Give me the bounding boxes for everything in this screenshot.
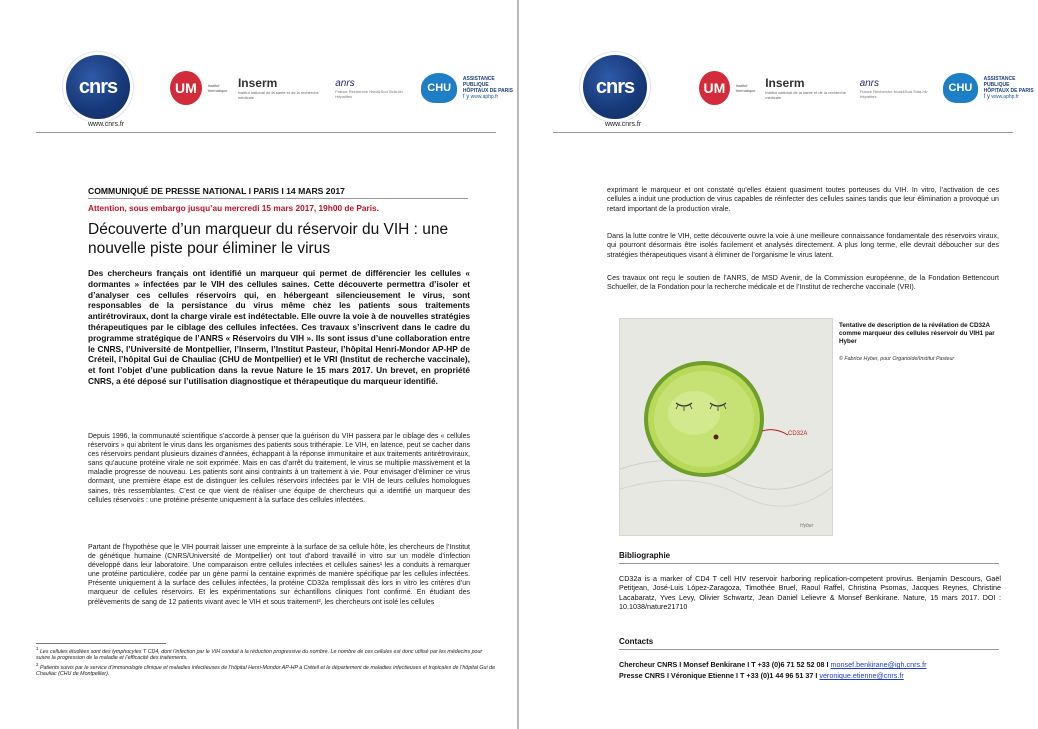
body-paragraph-funding: Ces travaux ont reçu le soutien de l’ANRS, de MSD Avenir, de la Commission européenne, de la Fondation Bettencourt Schueller, de la Fondation pour la recherche médicale et de l’Institut de recherche vaccinale (VRI). bbox=[607, 274, 999, 292]
footnote-1: $^1$ Les cellules étudiées sont des lymphocytes T CD4, dont l’infection par le VIH conduit à la réduction progressive du nombre. Le nombre de ces cellules est donc utilisé par les médecins pour suivre la progression de la maladie et l’efficacité des traitements. bbox=[36, 646, 483, 662]
cnrs-url: www.cnrs.fr bbox=[88, 121, 125, 128]
figure-caption: Tentative de description de la révélation de CD32A comme marqueur des cellules réservoir du VIH1 par Hyber bbox=[839, 322, 995, 345]
institut-thematique-label: Institut thématique bbox=[207, 83, 228, 93]
embargo-notice: Attention, sous embargo jusqu’au mercredi 15 mars 2017, 19h00 de Paris. bbox=[88, 203, 379, 213]
header-rule bbox=[36, 132, 496, 133]
artist-signature: Hyber bbox=[800, 523, 814, 529]
anrs-logo: anrs France Recherche Nord&Sud Sida-hiv Hépatites bbox=[859, 77, 928, 99]
researcher-email-link[interactable]: monsef.benkirane@igh.cnrs.fr bbox=[830, 660, 927, 669]
lead-paragraph: Des chercheurs français ont identifié un marqueur qui permet de différencier les cellules « dormantes » infectées par le VIH des cellules saines. Cette découverte permettra d’isoler et d’analyser ces cellules réservoirs qui, en hébergeant silencieusement le virus, sont responsables de la persistance du virus même chez les patients sous traitements antirétroviraux, dont la charge virale est indétectable. Elle ouvre la voie à de nouvelles stratégies thérapeutiques par le ciblage des cellules infectées. Ces travaux s’inscrivent dans le cadre du programme stratégique de l’ANRS « Réservoirs du VIH ». Ils sont issus d’une collaboration entre le CNRS, l’Université de Montpellier, l’Inserm, l’Institut Pasteur, l’hôpital Henri-Mondor AP-HP de Créteil, l’hôpital Gui de Chauliac (CHU de Montpellier) et le VRI (Institut de recherche vaccinale), et font l’objet d’une publication dans la revue Nature le 15 mars 2017. Un brevet, en propriété CNRS, a été déposé sur l’utilisation diagnostique et thérapeutique du marqueur identifié. bbox=[88, 268, 470, 386]
aphp-logo: ASSISTANCE PUBLIQUE HÔPITAUX DE PARIS f y www.aphp.fr bbox=[462, 76, 513, 100]
page-1 bbox=[0, 0, 517, 729]
bibliography-entry: CD32a is a marker of CD4 T cell HIV reservoir harboring replication-competent provirus. Benjamin Descours, Gaël Petitjean, José-Luis López-Zaragoza, Timothée Bruel, Raoul Raffel, Christina Psomas, Jacques Reynes, Christine Lacabaratz, Yves Levy, Olivier Schwartz, Jean Daniel Lelievre & Monsef Benkirane. Nature, 15 mars 2017. DOI : 10.1038/nature21710 bbox=[619, 574, 1001, 612]
partner-logos bbox=[699, 70, 1036, 106]
body-paragraph-1: Depuis 1996, la communauté scientifique s’accorde à penser que la guérison du VIH passera par le ciblage des « cellules réservoirs » qui abritent le virus dans les organismes des patients sous trithérapie. Le VIH, en latence, peut se cacher dans ces réservoirs pendant plusieurs dizaines d’années, échappant à la réponse immunitaire et aux traitements antirétroviraux, sans qu’aucune protéine virale ne soit exprimée. Mais en cas d’arrêt du traitement, le virus se multiplie massivement et la maladie progresse de nouveau. Les patients sont ainsi contraints à un traitement à vie. Pour envisager d’éliminer ce virus dormant, une première étape est de distinguer les cellules réservoirs infectées par le VIH de leurs cellules homologues saines, très ressemblantes. C’est ce que vient de réaliser une équipe de chercheurs qui a identifié un marqueur des cellules réservoirs : une protéine présente uniquement à la surface des cellules infectées. bbox=[88, 433, 470, 504]
partner-logos bbox=[170, 70, 517, 106]
bibliography-rule bbox=[619, 563, 999, 564]
um-logo: UM bbox=[699, 71, 730, 105]
contacts-rule bbox=[619, 649, 999, 650]
um-logo: UM bbox=[170, 71, 202, 105]
header-rule bbox=[553, 132, 1013, 133]
institut-thematique-label: Institut thématique bbox=[735, 83, 756, 93]
cd32a-label: CD32A bbox=[788, 431, 808, 437]
cnrs-logo: cnrs bbox=[583, 55, 647, 119]
cnrs-logo: cnrs bbox=[66, 55, 130, 119]
contact-press: Presse CNRS I Véronique Etienne I T +33 (0)1 44 96 51 37 I veronique.etienne@cnrs.fr bbox=[619, 671, 904, 680]
inserm-logo: Inserm Institut national de la santé et de la recherche médicale bbox=[765, 76, 846, 100]
contact-researcher: Chercheur CNRS I Monsef Benkirane I T +33 (0)6 71 52 52 08 I monsef.benkirane@igh.cnrs.fr bbox=[619, 660, 927, 669]
press-email-link[interactable]: veronique.etienne@cnrs.fr bbox=[819, 671, 904, 680]
inserm-logo: Inserm Institut national de la santé et de la recherche médicale bbox=[237, 76, 319, 100]
bibliography-heading: Bibliographie bbox=[619, 551, 671, 560]
artwork-image bbox=[619, 318, 833, 536]
footnote-2: $^2$ Patients suivis par le service d’immunologie clinique et maladies infectieuses de l’hôpital Henri-Mondor AP-HP à Créteil et le département de maladies infectieuses et tropicales de l’hôpital Gui de Chauliac (CHU de Montpellier). bbox=[36, 661, 496, 678]
chu-logo: CHU bbox=[943, 73, 977, 103]
body-paragraph-discovery: Dans la lutte contre le VIH, cette découverte ouvre la voie à une meilleure connaissance fondamentale des réservoirs viraux, qui pourront désormais être isolés facilement et analysés directement. A plus long terme, elle devrait déboucher sur des stratégies thérapeutiques visant à éliminer de l’organisme le virus latent. bbox=[607, 232, 999, 259]
cnrs-url: www.cnrs.fr bbox=[605, 121, 642, 128]
page-title: Découverte d’un marqueur du réservoir du VIH : une nouvelle piste pour éliminer le virus bbox=[88, 221, 449, 257]
body-paragraph-2: Partant de l’hypothèse que le VIH pourrait laisser une empreinte à la surface de sa cellule hôte, les chercheurs de l’Institut de génétique humaine (CNRS/Université de Montpellier) ont tout d’abord travaillé in vitro sur un modèle d’infection développé dans leur laboratoire. Une comparaison entre cellules infectées et cellules saines¹ les a conduits à remarquer une protéine particulière, codée par un gène parmi la centaine exprimés de manière spécifique par les cellules infectées. Présente uniquement à la surface des cellules infectées, la protéine CD32a remplissait dès lors in vitro les critères d’un marqueur de cellules réservoirs. Et les expérimentations sur échantillons cliniques l’ont confirmé. En étudiant des prélèvements de sang de 12 patients vivant avec le VIH et sous traitement², les chercheurs ont isolé les cellules bbox=[88, 544, 470, 606]
body-paragraph-continued: exprimant le marqueur et ont constaté qu’elles étaient quasiment toutes porteuses du VIH. In vitro, l’activation de ces cellules a induit une production de virus capables de réinfecter des cellules saines tandis que leur élimination a provoqué un retard important de la production virale. bbox=[607, 186, 999, 213]
footnotes bbox=[36, 646, 496, 678]
cell-illustration bbox=[620, 319, 832, 535]
figure-credit: © Fabrice Hyber, pour Organoïde/Institut Pasteur bbox=[839, 356, 955, 362]
footnote-rule bbox=[36, 643, 166, 644]
aphp-logo: ASSISTANCE PUBLIQUE HÔPITAUX DE PARIS f y www.aphp.fr bbox=[983, 76, 1034, 100]
contacts-heading: Contacts bbox=[619, 637, 654, 646]
page-2 bbox=[519, 0, 1036, 729]
press-release-kicker: COMMUNIQUÉ DE PRESSE NATIONAL I PARIS I 14 MARS 2017 bbox=[88, 186, 468, 199]
anrs-logo: anrs France Recherche Nord&Sud Sida-hiv Hépatites bbox=[335, 77, 404, 99]
chu-logo: CHU bbox=[421, 73, 456, 103]
